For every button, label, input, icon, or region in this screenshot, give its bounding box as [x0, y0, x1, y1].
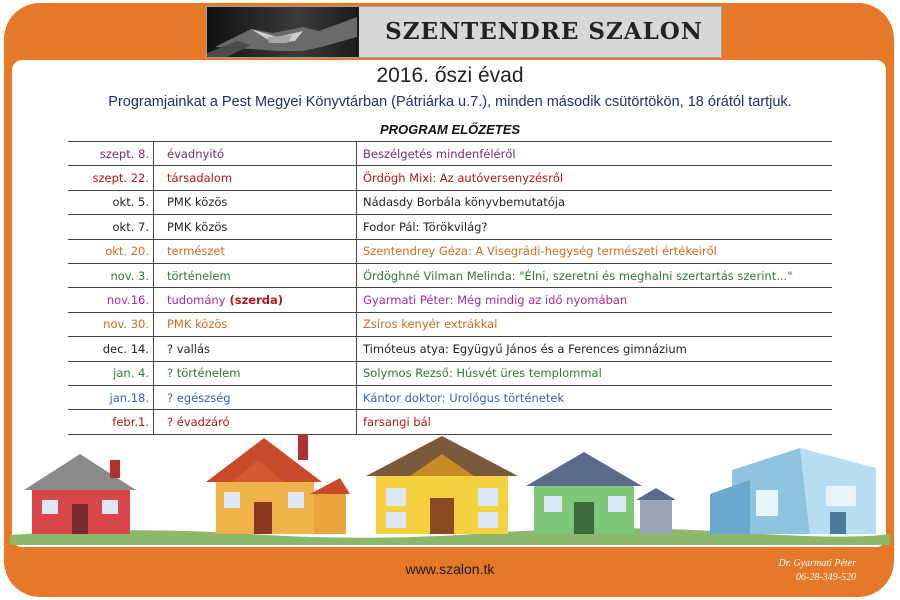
- program-description: Solymos Rezső: Húsvét üres templommal: [357, 361, 833, 385]
- program-category: [154, 385, 357, 409]
- program-row: [68, 215, 832, 239]
- program-category-label: ? egészség: [167, 390, 231, 405]
- program-row: [68, 263, 832, 287]
- program-category: [154, 361, 357, 385]
- program-category-label: PMK közös: [167, 219, 228, 234]
- program-date: febr.1.: [68, 410, 154, 434]
- program-row: [68, 288, 832, 312]
- program-description: Zsíros kenyér extrákkal: [357, 312, 833, 336]
- program-category: [154, 288, 357, 312]
- program-date: nov. 3.: [68, 263, 154, 287]
- program-category-label: tudomány: [167, 293, 226, 308]
- program-date: nov.16.: [68, 288, 154, 312]
- program-table: [68, 141, 832, 435]
- season-title: 2016. őszi évad: [376, 64, 524, 87]
- program-category: [154, 215, 357, 239]
- handshake-icon: [207, 7, 359, 57]
- program-row: [68, 337, 832, 361]
- program-description: Gyarmati Péter: Még mindig az idő nyomában: [357, 288, 833, 312]
- program-date: okt. 20.: [68, 239, 154, 263]
- program-description: Fodor Pál: Törökvilág?: [357, 215, 833, 239]
- program-category: [154, 263, 357, 287]
- program-row: [68, 166, 832, 190]
- program-category: [154, 142, 357, 166]
- website-url: www.szalon.tk: [405, 561, 495, 577]
- program-date: okt. 7.: [68, 215, 154, 239]
- banner-title: SZENTENDRE SZALON: [385, 18, 703, 45]
- intro-text: Programjainkat a Pest Megyei Könyvtárban (Pátriárka u.7.), minden második csütörtökön, 18 órától tartjuk.: [108, 94, 792, 110]
- program-category-label: ? vallás: [167, 341, 211, 356]
- program-category-label: természet: [167, 244, 225, 259]
- program-date: nov. 30.: [68, 312, 154, 336]
- program-category: [154, 239, 357, 263]
- program-category-label: ? történelem: [167, 366, 241, 381]
- program-date: okt. 5.: [68, 190, 154, 214]
- program-description: Szentendrey Géza: A Visegrádi-hegység természeti értékeiről: [357, 239, 833, 263]
- program-description: Beszélgetés mindenféléről: [357, 142, 833, 166]
- program-date: jan.18.: [68, 385, 154, 409]
- program-description: Nádasdy Borbála könyvbemutatója: [357, 190, 833, 214]
- author-name: Dr. Gyarmati Péter: [778, 558, 856, 569]
- program-category-label: történelem: [167, 268, 231, 283]
- author-phone: 06-28-349-520: [796, 572, 856, 583]
- program-date: jan. 4.: [68, 361, 154, 385]
- program-category: [154, 312, 357, 336]
- program-description: Kántor doktor: Urológus történetek: [357, 385, 833, 409]
- program-category-label: évadnyitó: [167, 146, 225, 161]
- program-date: szept. 22.: [68, 166, 154, 190]
- program-description: Ördöghné Vilman Melinda: "Élni, szeretni és meghalni szertartás szerint...": [357, 263, 833, 287]
- program-row: [68, 190, 832, 214]
- program-title: PROGRAM ELŐZETES: [379, 122, 521, 137]
- program-date: szept. 8.: [68, 142, 154, 166]
- program-row: [68, 312, 832, 336]
- program-row: [68, 239, 832, 263]
- program-category-label: PMK közös: [167, 195, 228, 210]
- program-description: Ördögh Mixi: Az autóversenyzésről: [357, 166, 833, 190]
- program-row: [68, 361, 832, 385]
- program-category: [154, 190, 357, 214]
- program-category-label: ? évadzáró: [167, 414, 230, 429]
- houses-illustration-icon: [10, 430, 890, 545]
- banner: [206, 6, 722, 58]
- program-category: [154, 166, 357, 190]
- program-row: [68, 142, 832, 166]
- program-category-label: PMK közös: [167, 317, 228, 332]
- program-category: [154, 337, 357, 361]
- program-category-note: (szerda): [225, 293, 284, 308]
- program-category-label: társadalom: [167, 171, 233, 186]
- program-description: Timóteus atya: Együgyű János és a Ferences gimnázium: [357, 337, 833, 361]
- program-row: [68, 385, 832, 409]
- program-date: dec. 14.: [68, 337, 154, 361]
- program-description: farsangi bál: [357, 410, 833, 434]
- author-block: [779, 557, 857, 585]
